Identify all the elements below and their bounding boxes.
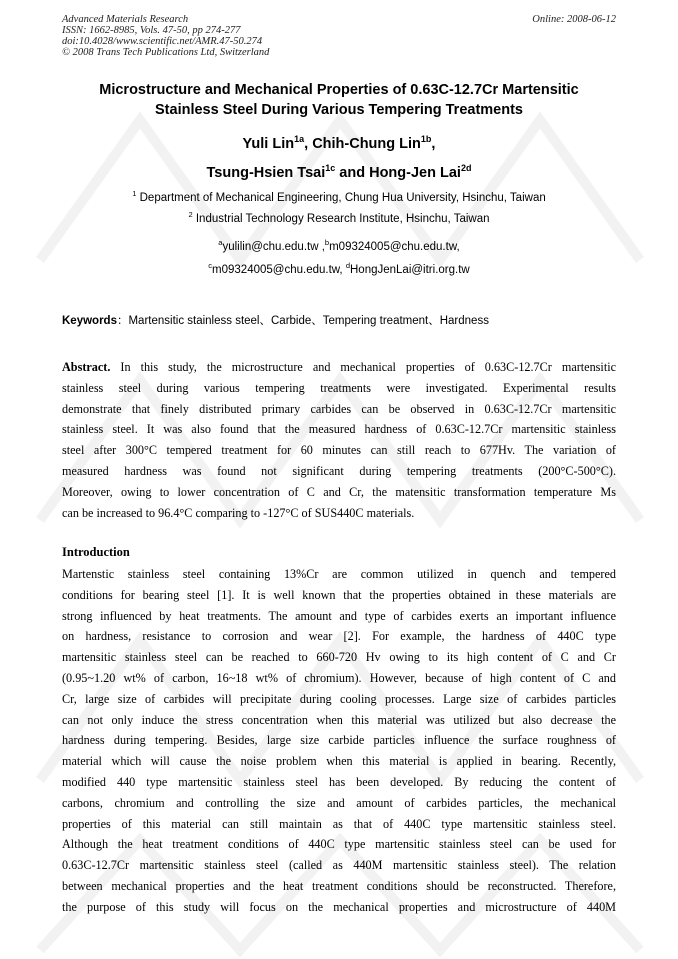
author-name: Tsung-Hsien Tsai: [206, 164, 326, 181]
email-sup: a: [218, 238, 223, 247]
intro-line: (0.95~1.20 wt% of carbon, 16~18 wt% of chromium). However, because of high content of C and: [62, 670, 616, 685]
introduction-block: [62, 564, 616, 918]
intro-line: Martenstic stainless steel containing 13%Cr are common utilized in quench and tempered: [62, 567, 616, 581]
journal-meta: [62, 14, 269, 58]
intro-line: 0.63C-12.7Cr martensitic stainless steel (called as 440M martensitic stainless steel). The relation: [62, 858, 616, 873]
abstract-line: stainless steel. It was also found that the measured hardness of 0.63C-12.7Cr martensitic stainless: [62, 422, 616, 437]
introduction-heading: Introduction: [62, 545, 130, 559]
author-name: Hong-Jen Lai: [369, 164, 461, 181]
author-sup: 1c: [325, 162, 336, 173]
intro-line: on hardness, resistance to corrosion and wear [2]. For example, the hardness of 440C type: [62, 629, 616, 644]
abstract-line: measured hardness was found not significant during tempering treatments (200°C-500°C).: [62, 463, 616, 478]
abstract-label: Abstract.: [62, 360, 111, 374]
abstract-line: steel after 300°C tempered treatment for 60 minutes can still reach to 677Hv. The variation of: [62, 443, 616, 458]
email-sup: b: [324, 238, 330, 247]
keywords-label: Keywords: [62, 315, 117, 327]
author-line-1: [62, 127, 616, 156]
email-sup: c: [208, 261, 213, 270]
intro-line: can not only induce the stress concentration when this material was utilized but also decrease the: [62, 712, 616, 727]
abstract-block: [62, 357, 616, 523]
intro-line: conditions for bearing steel [1]. It is well known that the properties obtained in these materials are: [62, 587, 616, 602]
intro-line: the purpose of this study will focus on the mechanical properties and microstructure of 440M: [62, 899, 616, 914]
intro-line: strong influenced by heat treatments. The amount and type of carbides exerts an important influence: [62, 608, 616, 623]
copyright-line: © 2008 Trans Tech Publications Ltd, Switzerland: [62, 47, 270, 58]
author-name: Yuli Lin: [242, 135, 295, 152]
intro-line: martensitic stainless steel can be reached to 660-720 Hv owing to its high content of C and Cr: [62, 650, 616, 665]
affiliation-sup: 2: [188, 210, 193, 219]
paper-title: [62, 80, 616, 120]
intro-line: carbons, chromium and controlling the size and amount of carbides particles, the mechanical: [62, 795, 616, 810]
doi-line: doi:10.4028/www.scientific.net/AMR.47-50.274: [62, 36, 263, 47]
email-line-2: [62, 259, 616, 277]
intro-line: modified 440 type martensitic stainless steel has been developed. By reducing the content of: [62, 774, 616, 789]
email-line-1: [62, 236, 616, 254]
title-line-1: Microstructure and Mechanical Properties of 0.63C-12.7Cr Martensitic: [99, 82, 579, 98]
abstract-line: Abstract. In this study, the microstructure and mechanical properties of 0.63C-12.7Cr martensitic: [62, 360, 616, 374]
journal-name: Advanced Materials Research: [62, 14, 189, 25]
author-sup: 2d: [460, 162, 472, 173]
author-sep: ,: [431, 135, 436, 152]
keywords-text: ：Martensitic stainless steel、Carbide、Tempering treatment、Hardness: [116, 315, 489, 327]
author-line-2: [62, 156, 616, 185]
abstract-line: Moreover, owing to lower concentration of C and Cr, the matensitic transformation temperature Ms: [62, 484, 616, 499]
abstract-line: stainless steel during various tempering treatments were investigated. Experimental results: [62, 380, 616, 395]
email-b: m09324005@chu.edu.tw,: [329, 240, 460, 253]
affiliation-2: [62, 208, 616, 226]
intro-line: between mechanical properties and the heat treatment conditions should be reconstructed. Therefore,: [62, 878, 616, 893]
online-date: Online: 2008-06-12: [532, 14, 616, 25]
intro-line: hardness during tempering. Besides, large size carbide particles influence the surface roughness of: [62, 733, 616, 748]
title-line-2: Stainless Steel During Various Tempering Treatments: [155, 102, 523, 118]
author-sep: and: [335, 164, 370, 181]
author-list: [62, 127, 616, 185]
email-c: m09324005@chu.edu.tw,: [212, 263, 346, 276]
affiliation-text: Department of Mechanical Engineering, Chung Hua University, Hsinchu, Taiwan: [136, 191, 546, 204]
affiliation-sup: 1: [132, 189, 137, 198]
email-d: HongJenLai@itri.org.tw: [350, 263, 470, 276]
affiliation-1: [62, 187, 616, 205]
intro-line: material which will cause the noise problem when this material is applied in bearing. Recently,: [62, 754, 616, 769]
intro-line: Cr, large size of carbides will precipitate during cooling processes. Large size of carbides particles: [62, 691, 616, 706]
author-sup: 1b: [420, 134, 432, 144]
author-sup: 1a: [294, 134, 305, 144]
intro-line: Although the heat treatment conditions of 440C type martensitic stainless steel can be used for: [62, 837, 616, 852]
affiliation-text: Industrial Technology Research Institute, Hsinchu, Taiwan: [192, 212, 490, 225]
email-sup: d: [345, 261, 350, 270]
email-a: yulilin@chu.edu.tw ,: [222, 240, 325, 253]
issn-line: ISSN: 1662-8985, Vols. 47-50, pp 274-277: [62, 25, 241, 36]
author-name: Chih-Chung Lin: [312, 135, 421, 152]
keywords-line: [62, 312, 489, 328]
abstract-line: demonstrate that finely distributed primary carbides can be observed in 0.63C-12.7Cr martensitic: [62, 401, 616, 416]
intro-line: properties of this material can still maintain as that of 440C type martensitic stainless steel.: [62, 816, 616, 831]
author-sep: ,: [304, 135, 313, 152]
abstract-line: can be increased to 96.4°C comparing to -127°C of SUS440C materials.: [62, 505, 415, 520]
